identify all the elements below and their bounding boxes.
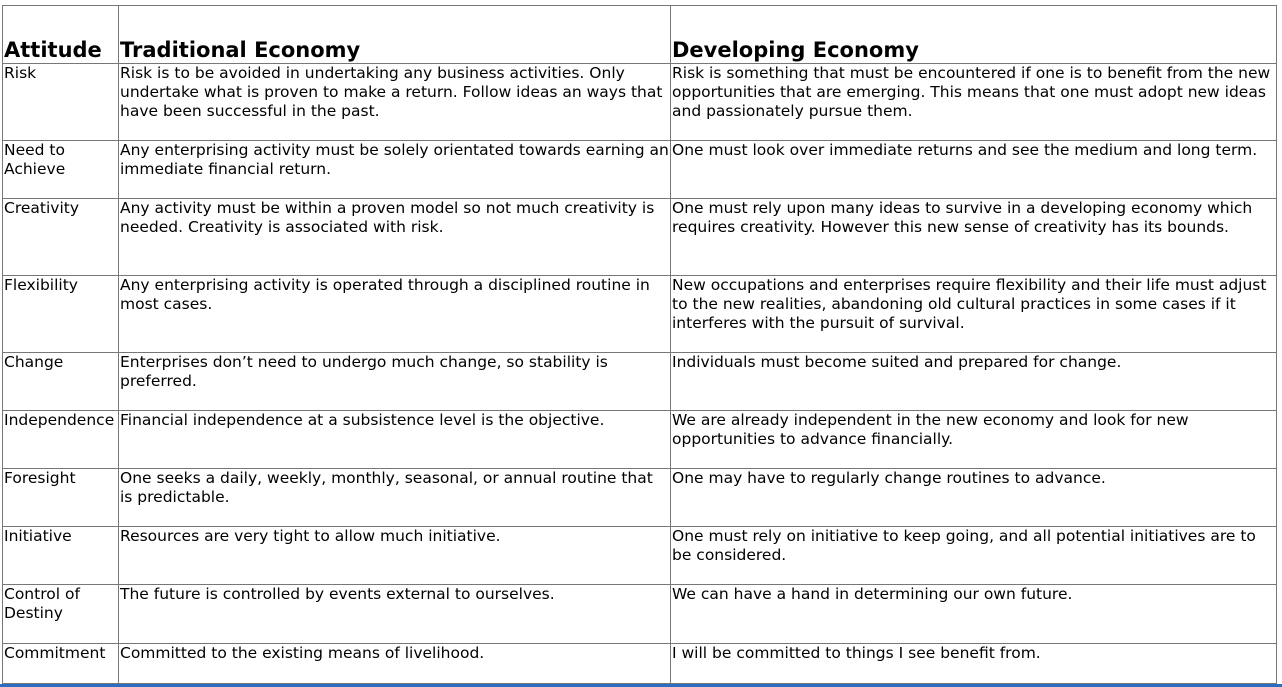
developing-cell: We are already independent in the new economy and look for new opportunities to advance financially. xyxy=(671,411,1277,469)
developing-cell: I will be committed to things I see benefit from. xyxy=(671,644,1277,684)
table-row xyxy=(3,64,1277,141)
attitude-cell: Independence xyxy=(3,411,119,469)
attitude-cell: Need to Achieve xyxy=(3,141,119,199)
table-row xyxy=(3,527,1277,585)
traditional-cell: Any enterprising activity is operated through a disciplined routine in most cases. xyxy=(119,276,671,353)
attitudes-table xyxy=(2,5,1277,684)
attitude-cell: Flexibility xyxy=(3,276,119,353)
attitude-cell: Creativity xyxy=(3,199,119,276)
developing-cell: One must look over immediate returns and see the medium and long term. xyxy=(671,141,1277,199)
developing-cell: One must rely on initiative to keep going, and all potential initiatives are to be considered. xyxy=(671,527,1277,585)
table-row xyxy=(3,199,1277,276)
developing-cell: Individuals must become suited and prepared for change. xyxy=(671,353,1277,411)
traditional-cell: One seeks a daily, weekly, monthly, seasonal, or annual routine that is predictable. xyxy=(119,469,671,527)
table-row xyxy=(3,141,1277,199)
traditional-cell: Financial independence at a subsistence level is the objective. xyxy=(119,411,671,469)
table-row xyxy=(3,644,1277,684)
attitude-cell: Control of Destiny xyxy=(3,585,119,644)
table-row xyxy=(3,276,1277,353)
traditional-cell: Risk is to be avoided in undertaking any business activities. Only undertake what is proven to make a return. Follow ideas an ways that have been successful in the past. xyxy=(119,64,671,141)
attitude-cell: Change xyxy=(3,353,119,411)
header-attitude: Attitude xyxy=(3,6,119,64)
developing-cell: We can have a hand in determining our own future. xyxy=(671,585,1277,644)
traditional-cell: Any activity must be within a proven model so not much creativity is needed. Creativity is associated with risk. xyxy=(119,199,671,276)
table-row xyxy=(3,353,1277,411)
header-traditional-economy: Traditional Economy xyxy=(119,6,671,64)
attitude-cell: Risk xyxy=(3,64,119,141)
attitude-cell: Commitment xyxy=(3,644,119,684)
traditional-cell: Any enterprising activity must be solely orientated towards earning an immediate financial return. xyxy=(119,141,671,199)
developing-cell: One must rely upon many ideas to survive in a developing economy which requires creativity. However this new sense of creativity has its bounds. xyxy=(671,199,1277,276)
attitude-cell: Foresight xyxy=(3,469,119,527)
developing-cell: New occupations and enterprises require flexibility and their life must adjust to the new realities, abandoning old cultural practices in some cases if it interferes with the pursuit of survival. xyxy=(671,276,1277,353)
traditional-cell: Committed to the existing means of livelihood. xyxy=(119,644,671,684)
traditional-cell: The future is controlled by events external to ourselves. xyxy=(119,585,671,644)
developing-cell: Risk is something that must be encountered if one is to benefit from the new opportunities that are emerging. This means that one must adopt new ideas and passionately pursue them. xyxy=(671,64,1277,141)
table-row xyxy=(3,411,1277,469)
header-developing-economy: Developing Economy xyxy=(671,6,1277,64)
table-row xyxy=(3,585,1277,644)
traditional-cell: Resources are very tight to allow much initiative. xyxy=(119,527,671,585)
table-row xyxy=(3,469,1277,527)
developing-cell: One may have to regularly change routines to advance. xyxy=(671,469,1277,527)
header-row xyxy=(3,6,1277,64)
traditional-cell: Enterprises don’t need to undergo much change, so stability is preferred. xyxy=(119,353,671,411)
attitude-cell: Initiative xyxy=(3,527,119,585)
